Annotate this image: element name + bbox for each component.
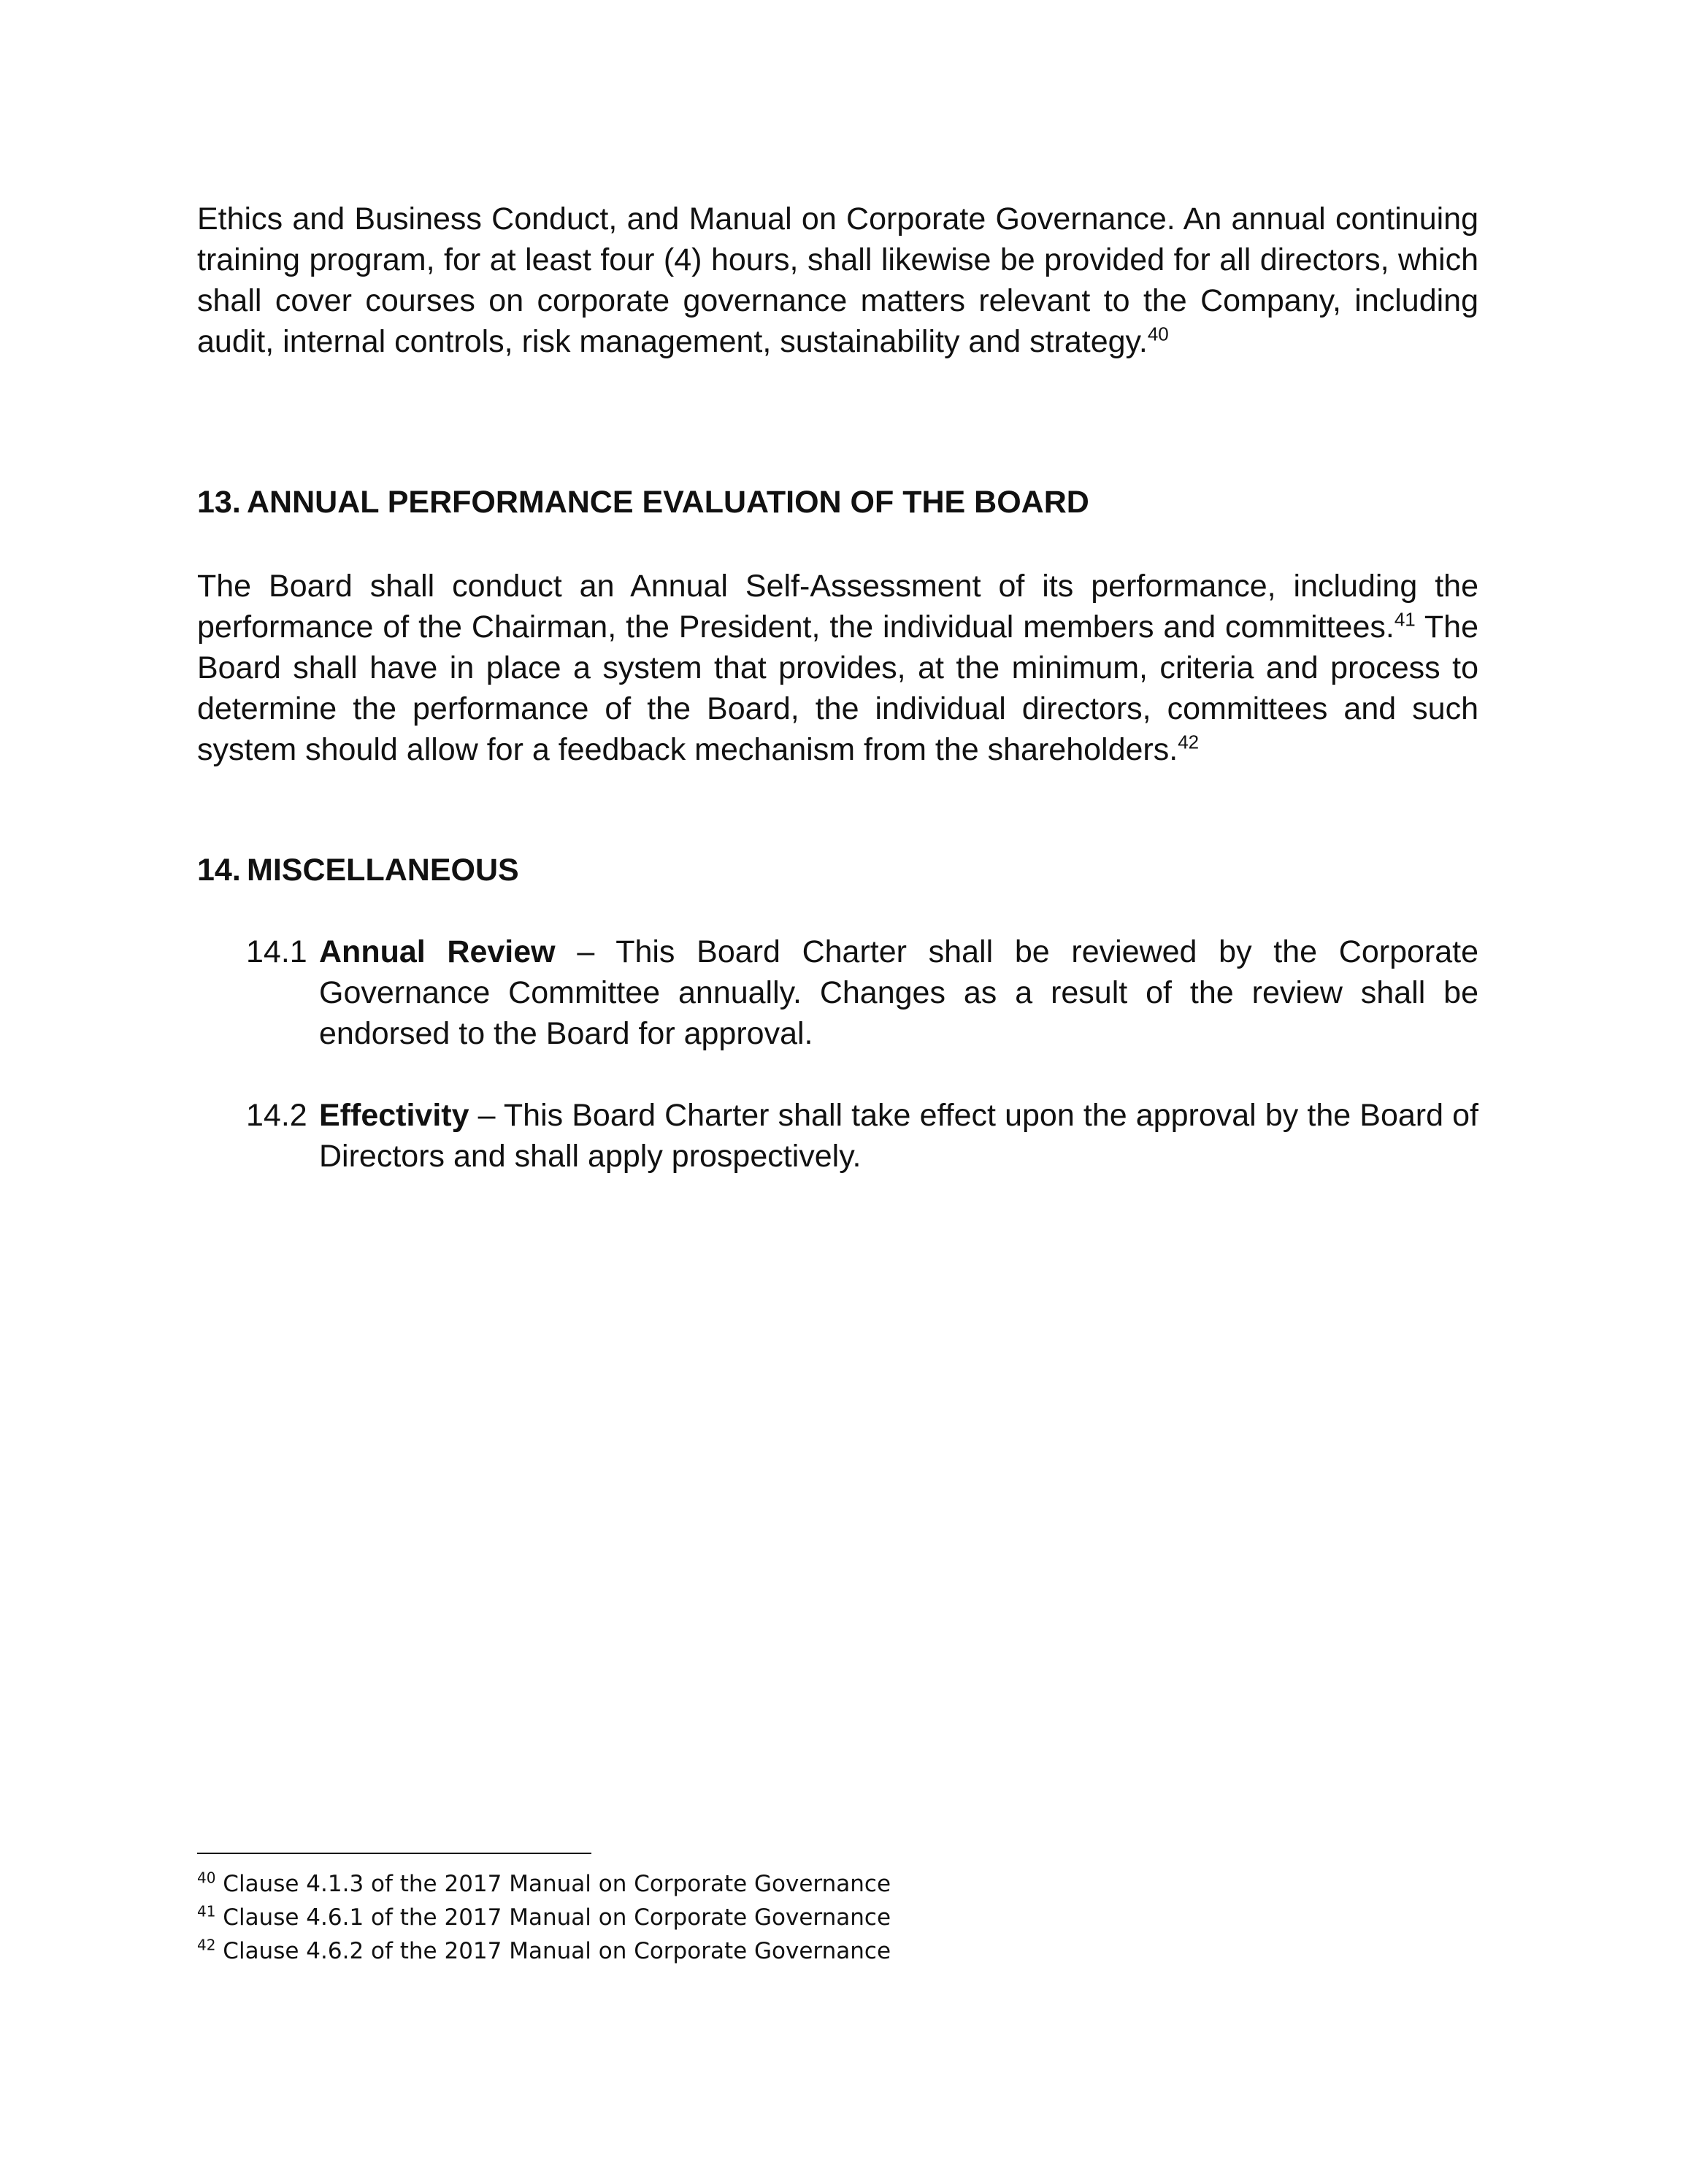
item-14-1 <box>246 931 1478 1054</box>
item-14-2 <box>246 1095 1478 1177</box>
footnote-41-text: Clause 4.6.1 of the 2017 Manual on Corporate Governance <box>215 1904 891 1931</box>
section-13-text-part1: The Board shall conduct an Annual Self-Assessment of its performance, including the performance of the Chairman, the President, the individual members and committees. <box>197 569 1478 645</box>
footnote-41-ref: 41 <box>197 1902 216 1920</box>
footnote-42-text: Clause 4.6.2 of the 2017 Manual on Corporate Governance <box>215 1938 891 1964</box>
section-13-number: 13. <box>197 485 241 520</box>
item-14-1-term: Annual Review <box>319 934 556 969</box>
section-13-paragraph <box>197 566 1478 770</box>
footnote-separator <box>197 1853 591 1854</box>
footnote-42-ref: 42 <box>197 1936 216 1954</box>
footnote-42 <box>197 1934 1073 1968</box>
section-13-title: ANNUAL PERFORMANCE EVALUATION OF THE BOARD <box>247 485 1089 520</box>
item-14-2-term: Effectivity <box>319 1098 469 1133</box>
footnote-ref-40: 40 <box>1147 323 1169 345</box>
section-13-text-part2: The Board shall have in place a system that provides, at the minimum, criteria and process to determine the performance of the Board, the individual directors, committees and such system should allow for a feedback mechanism from the shareholders. <box>197 610 1478 767</box>
section-14-number: 14. <box>197 853 241 888</box>
footnote-41 <box>197 1901 1073 1934</box>
footnote-ref-41: 41 <box>1394 608 1416 631</box>
item-14-2-text: – This Board Charter shall take effect upon the approval by the Board of Directors and shall apply prospectively. <box>319 1098 1478 1174</box>
item-14-1-text: – This Board Charter shall be reviewed by the Corporate Governance Committee annually. Changes as a result of the review shall be endorsed to the Board for approval. <box>319 934 1478 1051</box>
intro-paragraph-text: Ethics and Business Conduct, and Manual on Corporate Governance. An annual continuing training program, for at least four (4) hours, shall likewise be provided for all directors, which shall cover courses on corporate governance matters relevant to the Company, including audit, internal controls, risk management, sustainability and strategy. <box>197 201 1478 359</box>
footnote-40-ref: 40 <box>197 1869 216 1887</box>
item-14-2-number: 14.2 <box>246 1098 307 1133</box>
section-14-heading <box>197 850 519 891</box>
footnote-40 <box>197 1867 1073 1901</box>
section-14-title: MISCELLANEOUS <box>247 853 519 888</box>
footnote-ref-42: 42 <box>1178 731 1200 753</box>
item-14-1-number: 14.1 <box>246 934 307 969</box>
footnotes <box>197 1867 1073 1968</box>
footnote-40-text: Clause 4.1.3 of the 2017 Manual on Corporate Governance <box>215 1871 891 1897</box>
section-13-heading <box>197 482 1089 523</box>
intro-paragraph <box>197 199 1478 362</box>
